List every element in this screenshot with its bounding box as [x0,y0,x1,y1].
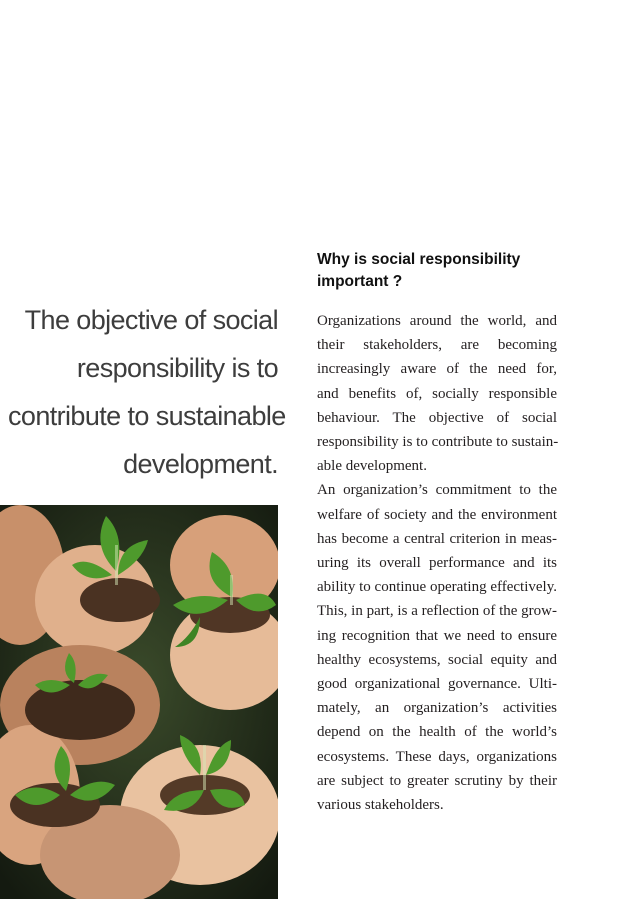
text-line: are subject to greater scrutiny by their [317,772,557,789]
pull-quote-line: The objective of social [24,305,278,335]
seedlings-illustration [0,505,278,899]
text-line: ability to continue operating effectively. [317,579,557,596]
body-text [317,309,557,817]
section-heading [317,249,567,293]
text-line: has become a central criterion in meas- [317,530,557,547]
text-line: and benefits of, socially responsible [317,385,557,402]
pull-quote-line: development. [123,449,278,479]
text-line: uring its overall performance and its [317,555,557,572]
heading-line: Why is social responsibility [317,251,521,268]
text-line: various stakeholders. [317,797,444,814]
text-line: their stakeholders, are becoming [317,337,557,354]
text-line: behaviour. The objective of social [317,409,557,426]
text-line: ecosystems. These days, organizations [317,748,557,765]
paragraph-1 [317,309,557,478]
pull-quote-line: contribute to sustainable [8,401,286,431]
paragraph-2 [317,478,557,817]
heading-line: important ? [317,273,403,290]
text-line: ing recognition that we need to ensure [317,627,557,644]
text-line: good organizational governance. Ulti- [317,676,557,693]
text-line: This, in part, is a reflection of the grow- [317,603,557,620]
text-line: responsibility is to contribute to sustain- [317,434,559,451]
hands-holding-seedlings-photo [0,505,278,899]
text-line: Organizations around the world, and [317,313,557,329]
text-line: able development. [317,458,427,475]
text-line: welfare of society and the environment [317,506,557,523]
text-line: An organization’s commitment to the [317,482,557,499]
pull-quote [8,296,286,488]
text-line: healthy ecosystems, social equity and [317,651,557,668]
text-line: mately, an organization’s activities [317,700,557,717]
pull-quote-line: responsibility is to [76,353,278,383]
text-line: depend on the health of the world’s [317,724,557,741]
text-line: increasingly aware of the need for, [317,361,557,378]
